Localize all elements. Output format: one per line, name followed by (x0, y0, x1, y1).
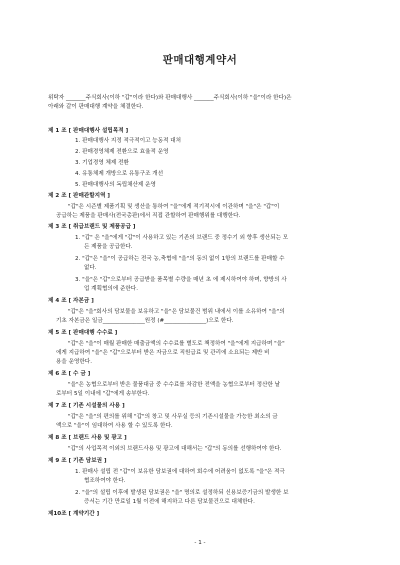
article-5-line-1: "갑"은 "을"이 매월 판매한 매출금액의 수수료를 별도로 책정하여 "을"에게 지급하며 "을" (68, 341, 285, 347)
article-7-line-2: 액으로 "을"이 임대하여 사용 할 수 있도록 한다. (56, 423, 173, 429)
article-1-item: 3. 기업경영 체제 전환 (75, 160, 129, 166)
article-4-heading: 제 4 조 [ 자본금 ] (48, 298, 94, 304)
article-8-line-1: "갑"의 사업목적 이외의 브랜드사용 및 광고에 대해서는 "갑"의 동의를 선행하여야 한다. (68, 446, 282, 452)
article-9-heading: 제 9 조 [ 기존 담보권 ] (48, 458, 107, 464)
article-4-line-1: "갑"은 "을"회사의 담보물을 보유하고 "을"은 담보물건 범위 내에서 이를 소유하여 "을"의 (68, 309, 285, 315)
article-5-line-2: 에게 지급하여 "을"은 "갑"으로부터 받은 자금으로 직원급료 및 관리에 소요되는 제반 비 (56, 350, 270, 356)
article-1-item: 2. 판매경영체제 전환으로 효율적 운영 (75, 149, 169, 155)
article-1-item: 4. 유통체제 개방으로 유통구조 개선 (75, 171, 164, 177)
article-2-line-2: 공급하는 제품을 판매사(전국총판)에서 직접 관할하여 판매행위를 대행한다. (56, 213, 241, 219)
article-8-heading: 제 8 조 [ 브랜드 사용 및 광고 ] (48, 435, 127, 441)
article-5-line-3: 용을 운영한다. (56, 359, 92, 365)
article-9-item-1-cont: 협조하여야 한다. (84, 478, 126, 484)
article-3-item-1-cont: 든 제품을 공급한다. (84, 244, 133, 250)
intro-line-2: 아래와 같이 판매대행 계약을 체결한다. (48, 104, 144, 110)
article-3-item-2: 2. "갑"은 "을"이 공급하는 전국 농,축협에 "을"의 동의 없이 1항의 브랜드를 판매할 수 (75, 256, 285, 262)
article-3-item-3: 3. "을"은 "갑"으로부터 공급받을 품목별 수량을 매년 초 에 제시하여야 하며, 향방의 사 (75, 277, 287, 283)
article-6-line-1: "을"은 농협으로부터 받은 물품대금 중 수수료를 차감한 전액을 농협으로부터 정산한 날 (68, 382, 281, 388)
article-4-line-2: 기초 자본금은 일금_______________원정 (#_______________)으로 한다. (56, 318, 234, 324)
document-title: 판매대행계약서 (162, 54, 238, 66)
article-3-item-3-cont: 업 계획협의에 준한다. (84, 286, 138, 292)
article-3-heading: 제 3 조 [ 취급브랜드 및 제품공급 ] (48, 224, 136, 230)
article-6-line-2: 로부터 5일 이내에 "갑"에게 송부한다. (56, 391, 150, 397)
article-9-item-2-cont: 증서는 기간 만료일 1월 이전에 해지하고 다른 담보물건으로 대체한다. (84, 499, 255, 505)
article-2-line-1: "갑"은 시즌별 제품기획 및 생산을 통하여 "을"에게 적기적시에 이관하며 "을"은 "갑"이 (68, 204, 280, 210)
article-3-item-2-cont: 없다. (84, 265, 97, 271)
intro-line-1: 위탁자 _______주식회사(이하 "갑"이라 한다)와 판매대행사 _______주식회사(이하 "을"이라 한다)은 (48, 95, 292, 101)
article-1-item: 1. 판매대행사 지정 적극적이고 능동적 대처 (75, 138, 182, 144)
page-number: - 1 - (194, 540, 206, 546)
article-7-heading: 제 7 조 [ 기존 시설물의 사용 ] (48, 403, 125, 409)
article-3-item-1: 1. "갑" 은 "을"에게 "갑"이 사용하고 있는 기존의 브랜드 중 정수기 외 향후 생산되는 모 (75, 235, 289, 241)
article-1-heading: 제 1 조 [ 판매대행사 설립목적 ] (48, 128, 129, 134)
article-10-heading: 제10조 [ 계약기간 ] (48, 511, 100, 517)
article-9-item-2: 2. "을"의 설립 이후에 발생된 담보권은 "을" 명의로 설정하되 신용보증기금의 발생한 보 (75, 490, 289, 496)
article-7-line-1: "갑"은 "을"의 편의를 위해 "갑"의 창고 및 사무실 등의 기존시설물을 가능한 최소의 금 (68, 414, 278, 420)
article-2-heading: 제 2 조 [ 판매관할지역 ] (48, 193, 110, 199)
article-1-item: 5. 판매대행사의 독립채산제 운영 (75, 182, 156, 188)
article-5-heading: 제 5 조 [ 판매대행 수수료 ] (48, 330, 118, 336)
article-6-heading: 제 6 조 [ 수 금 ] (48, 371, 91, 377)
article-9-item-1: 1. 판매사 설립 전 "갑"이 보유한 담보권에 대하여 회수에 어려움이 없도록 "을"은 적극 (75, 469, 285, 475)
